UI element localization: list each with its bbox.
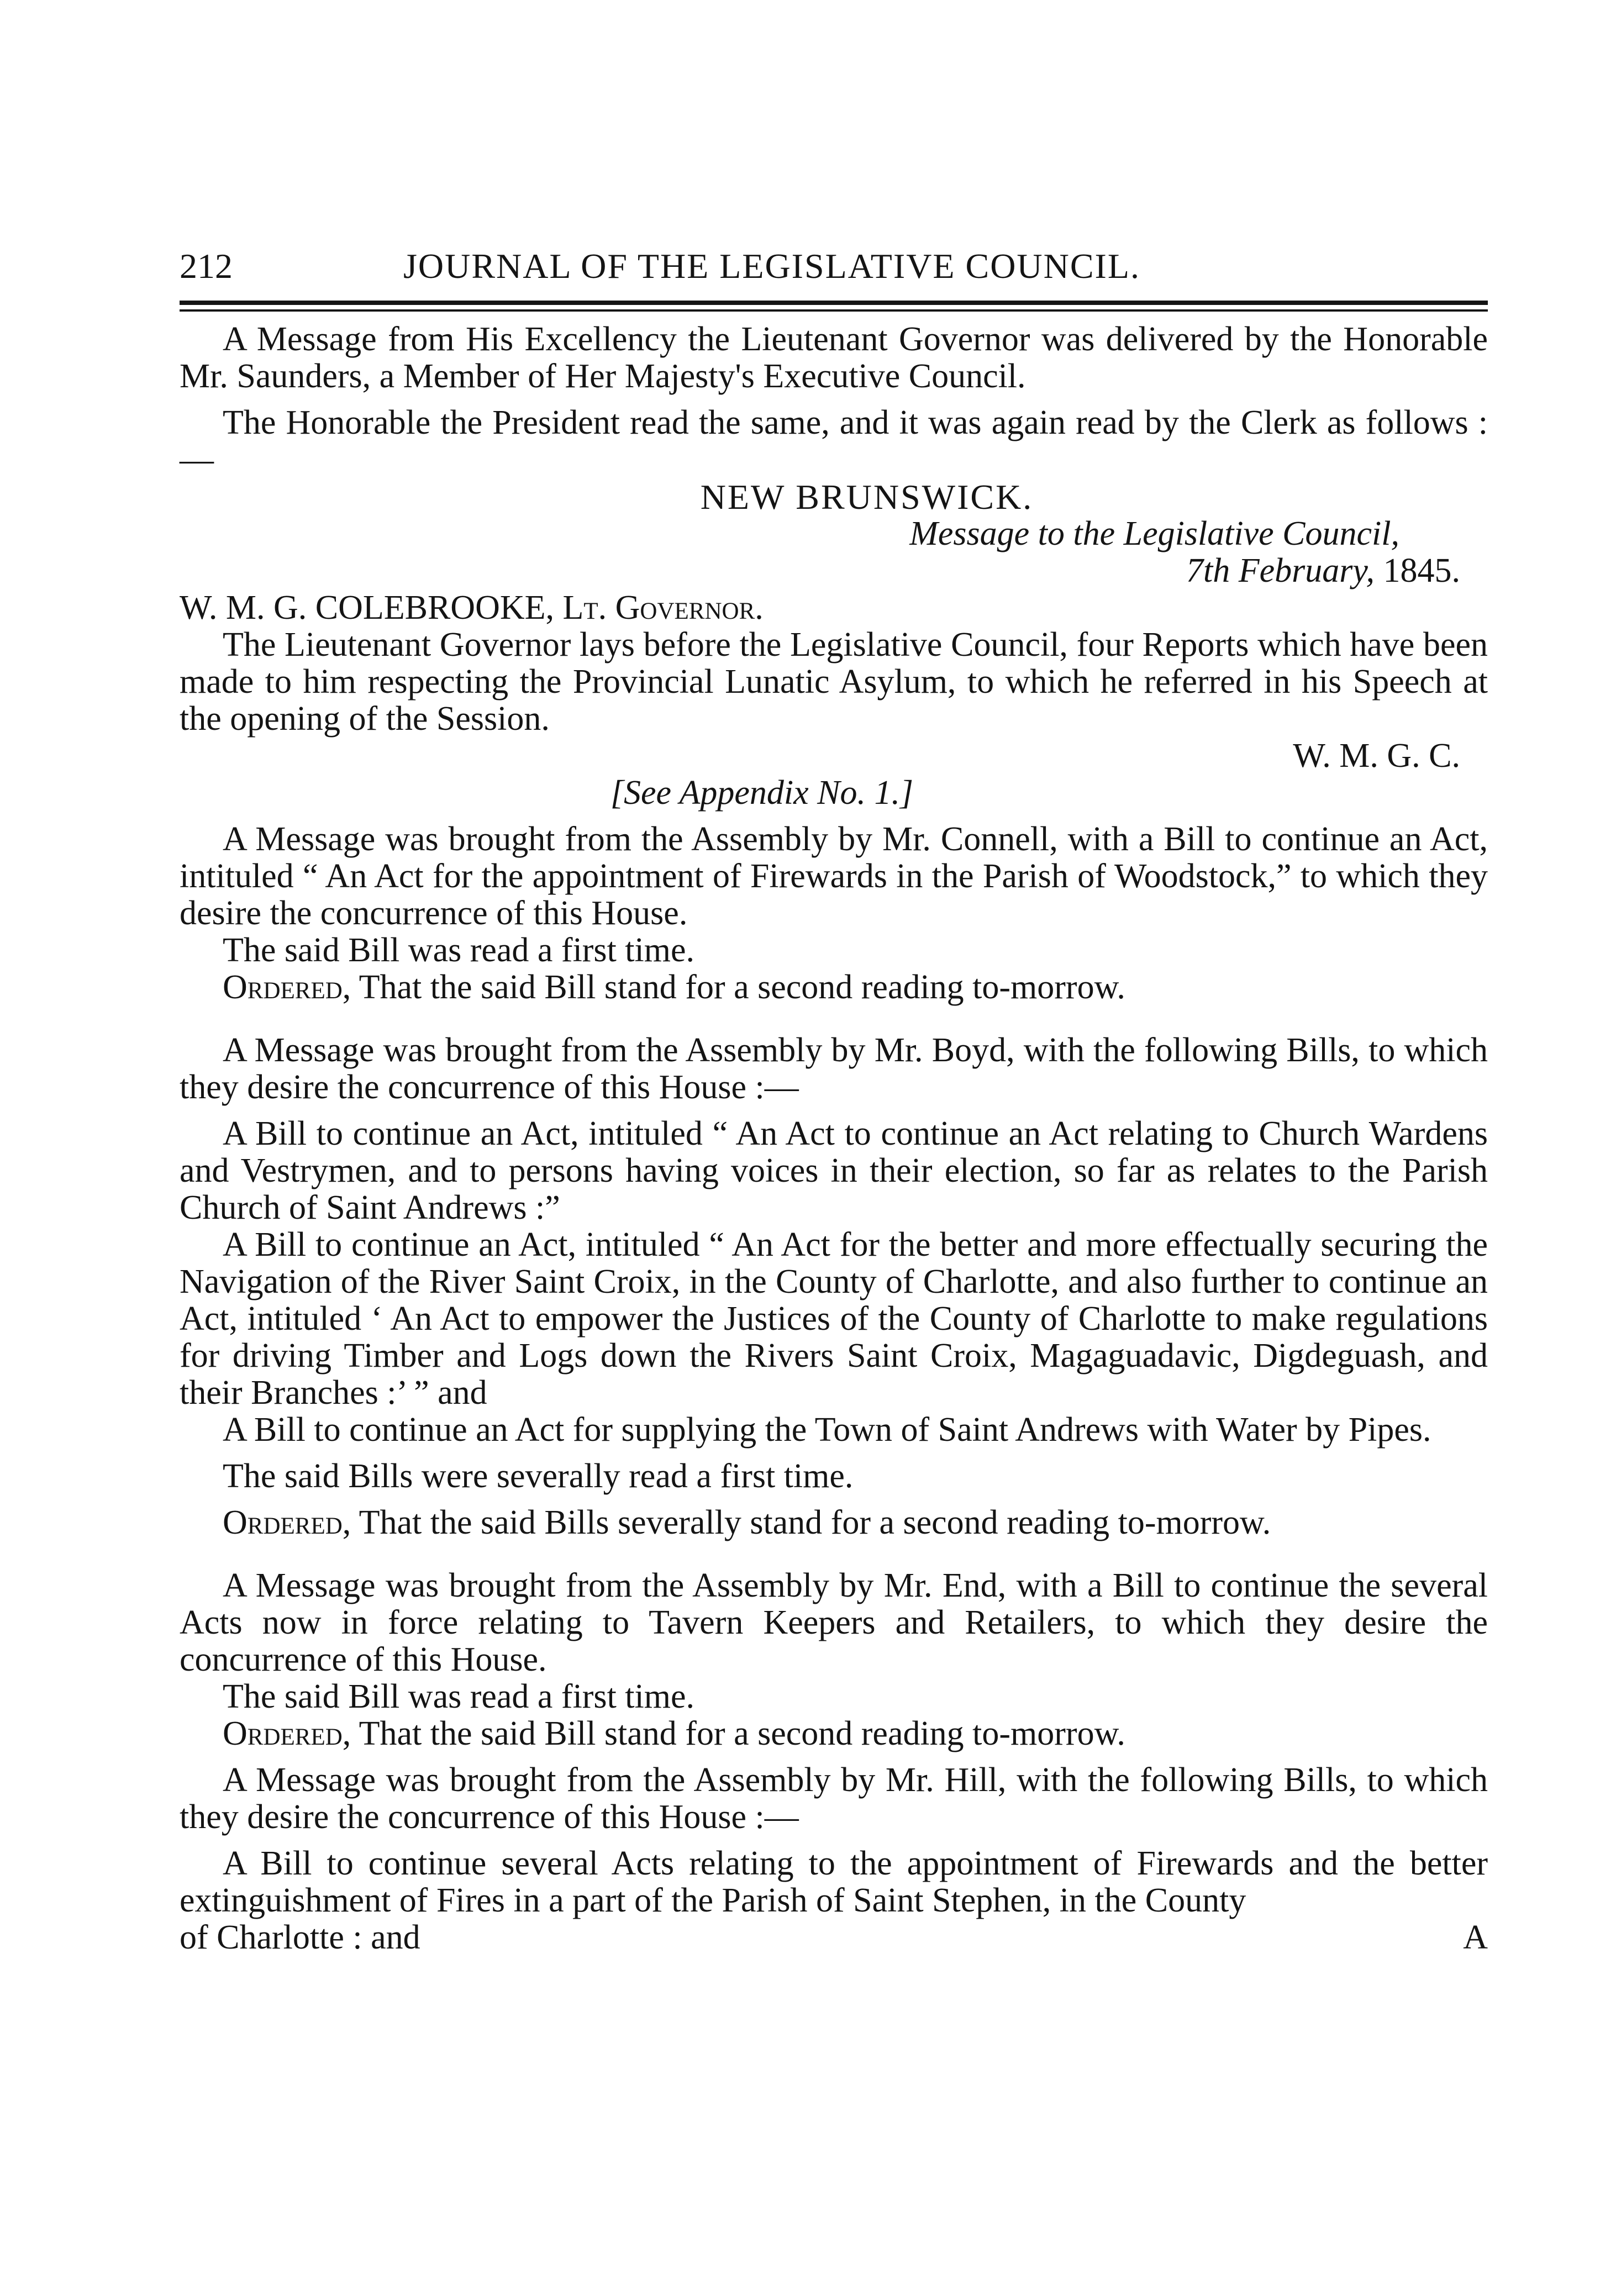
- journal-page: [180, 232, 1488, 1956]
- paragraph-end-message: A Message was brought from the Assembly by Mr. End, with a Bill to continue the several Acts now in force relating to Tavern Keepers and Retailers, to which they desire the concurrence of this House.: [180, 1567, 1488, 1678]
- paragraph-bill-firewards-saint-stephen: A Bill to continue several Acts relating to the appointment of Firewards and the better extinguishment of Fires in a part of the Parish of Saint Stephen, in the County: [180, 1845, 1488, 1919]
- header-rule-thin: [180, 309, 1488, 312]
- message-date: [180, 552, 1488, 589]
- initials: W. M. G. C.: [1293, 737, 1460, 775]
- signature-line: [180, 589, 1488, 626]
- paragraph-ordered: [180, 969, 1488, 1006]
- paragraph-message-delivered: A Message from His Excellency the Lieutenant Governor was delivered by the Honorable Mr. Saunders, a Member of Her Majesty's Executive Council.: [180, 320, 1488, 395]
- running-title: JOURNAL OF THE LEGISLATIVE COUNCIL.: [403, 246, 1140, 286]
- ordered-text: That the said Bill stand for a second reading to-morrow.: [351, 1715, 1125, 1752]
- ordered-label: Ordered,: [223, 968, 351, 1006]
- paragraph-last-line: [180, 1919, 1488, 1956]
- catchword: A: [1463, 1919, 1488, 1956]
- paragraph-bill-saint-croix: A Bill to continue an Act, intituled “ An Act for the better and more effectually securing the Navigation of the River Saint Croix, in the County of Charlotte, and also further to continue an Act, intituled ‘ An Act to empower the Justices of the County of Charlotte to make regulations for driving Timber and Logs down the Rivers Saint Croix, Magaguadavic, Digdeguash, and their Branches :’ ” and: [180, 1226, 1488, 1412]
- heading-new-brunswick: NEW BRUNSWICK.: [700, 477, 1034, 517]
- paragraph-bill-water-pipes: A Bill to continue an Act for supplying the Town of Saint Andrews with Water by Pipes.: [223, 1411, 1431, 1449]
- ordered-label: Ordered,: [223, 1504, 351, 1541]
- ordered-label: Ordered,: [223, 1715, 351, 1752]
- signature-name: W. M. G. COLEBROOKE,: [180, 589, 563, 626]
- paragraph-boyd-message: A Message was brought from the Assembly by Mr. Boyd, with the following Bills, to which they desire the concurrence of this House :—: [180, 1031, 1488, 1106]
- message-to-line: Message to the Legislative Council,: [909, 515, 1399, 552]
- paragraph-connell-message: A Message was brought from the Assembly by Mr. Connell, with a Bill to continue an Act, intituled “ An Act for the appointment of Firewards in the Parish of Woodstock,” to which they desire the concurrence of this House.: [180, 820, 1488, 932]
- ordered-text: That the said Bill stand for a second reading to-morrow.: [351, 968, 1125, 1006]
- message-date-day: 7th February,: [1186, 552, 1375, 589]
- paragraph-tavern-first-reading: The said Bill was read a first time.: [223, 1678, 694, 1715]
- paragraph-bill-church-wardens: A Bill to continue an Act, intituled “ An Act to continue an Act relating to Church Wardens and Vestrymen, and to persons having voices in their election, so far as relates to the Parish Church of Saint Andrews :”: [180, 1115, 1488, 1226]
- paragraph-lunatic-asylum: The Lieutenant Governor lays before the Legislative Council, four Reports which have been made to him respecting the Provincial Lunatic Asylum, to which he referred in his Speech at the opening of the Session.: [180, 626, 1488, 738]
- paragraph-hill-message: A Message was brought from the Assembly by Mr. Hill, with the following Bills, to which they desire the concurrence of this House :—: [180, 1761, 1488, 1836]
- paragraph-bills-ordered: [180, 1504, 1488, 1541]
- paragraph-message-read: The Honorable the President read the same, and it was again read by the Clerk as follows :—: [180, 404, 1488, 478]
- paragraph-tavern-ordered: [180, 1715, 1488, 1752]
- header-rule-thick: [180, 301, 1488, 305]
- paragraph-bills-first-reading: The said Bills were severally read a first time.: [223, 1457, 854, 1495]
- last-line-text: of Charlotte : and: [180, 1919, 420, 1956]
- paragraph-first-reading: The said Bill was read a first time.: [223, 931, 694, 969]
- page-number: 212: [180, 246, 233, 286]
- signature-title: Lt. Governor.: [562, 589, 764, 626]
- message-date-year: 1845.: [1375, 552, 1460, 589]
- ordered-text: That the said Bills severally stand for a second reading to-morrow.: [351, 1504, 1271, 1541]
- appendix-reference: [See Appendix No. 1.]: [610, 774, 914, 812]
- page-header: [180, 232, 1488, 293]
